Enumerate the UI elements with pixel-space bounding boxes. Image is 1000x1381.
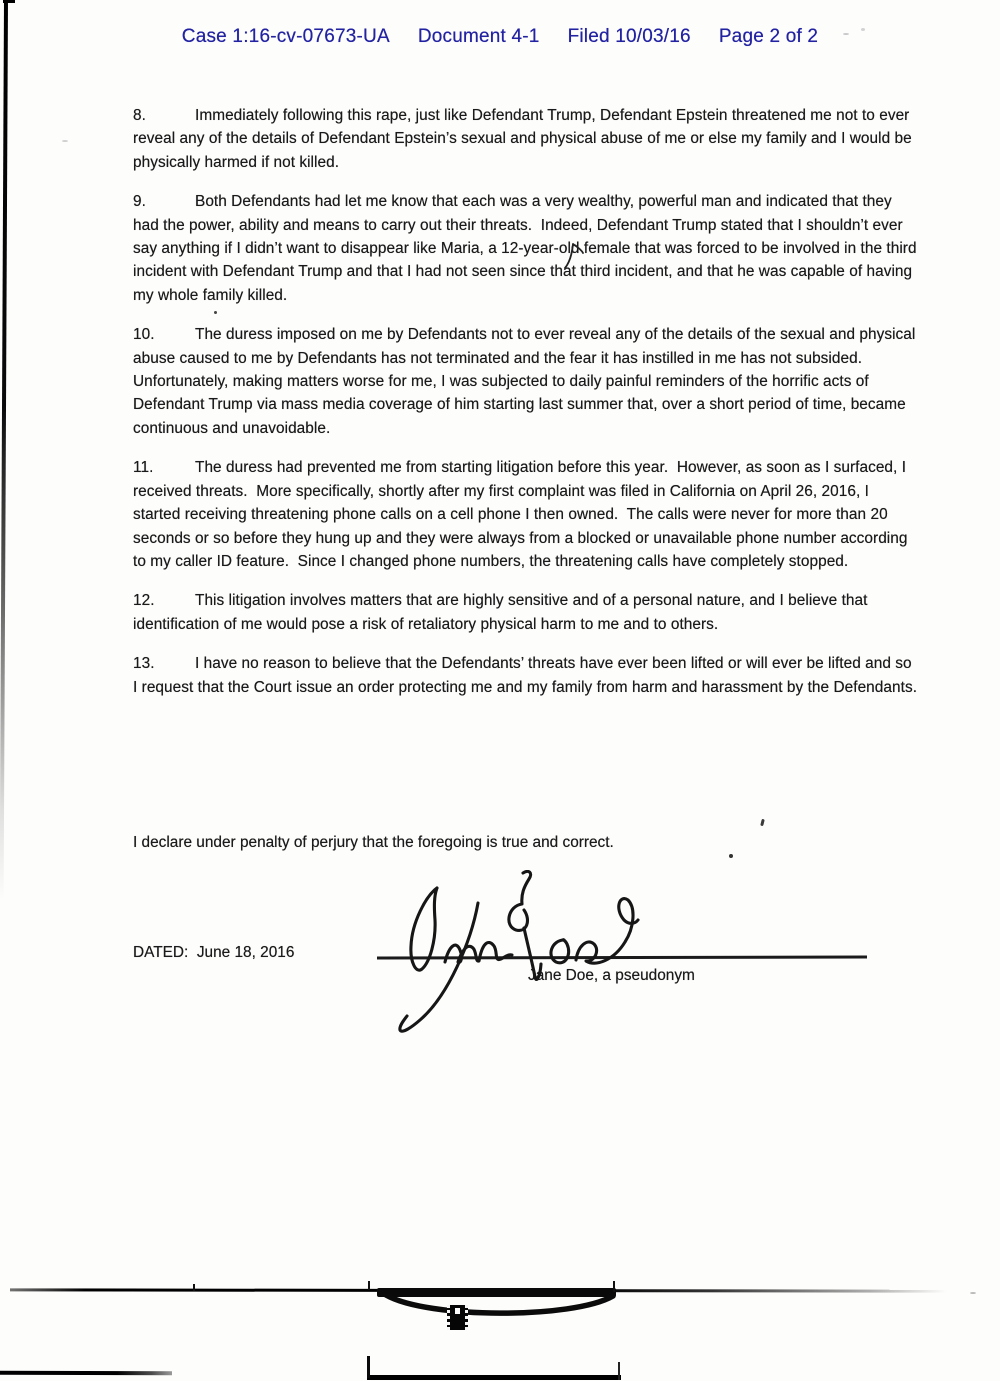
scan-arc-artifact (383, 1294, 617, 1326)
paragraph-number: 10. (133, 326, 155, 344)
filed-date: Filed 10/03/16 (567, 26, 691, 47)
scan-tick (368, 1281, 370, 1290)
paragraph-text: The duress had prevented me from starting litigation before this year. However, as soon as I surfaced, I received threats. More specifically, shortly after my first complaint was filed in California on April 26, 2016, I started receiving threatening phone calls on a cell phone I then owned. The calls were never for more than 20 seconds or so before they hung up and they were always from a blocked or unavailable phone number according to my caller ID feature. Since I changed phone numbers, the threatening calls have completely stopped. (133, 459, 912, 570)
scan-bottom-tick-right (618, 1362, 620, 1380)
paragraph-text: Immediately following this rape, just like Defendant Trump, Defendant Epstein threatened me not to ever reveal any of the details of Defendant Epstein’s sexual and physical abuse of me or else my family and I would be physically harmed if not killed. (133, 107, 917, 171)
paragraph-text: I have no reason to believe that the Defendants’ threats have ever been lifted or will ever be lifted and so I request that the Court issue an order protecting me and my family from harm and harassment by the Defendants. (133, 655, 918, 696)
case-number: Case 1:16-cv-07673-UA (181, 26, 390, 47)
court-filing-header (0, 26, 1000, 48)
paragraph-number: 11. (133, 459, 154, 477)
scan-bottom-left-line (0, 1371, 172, 1375)
paragraph-number: 8. (133, 107, 146, 124)
paragraph-number: 13. (133, 655, 155, 673)
paragraph-9 (133, 190, 919, 307)
signature-name-label: Jane Doe, a pseudonym (528, 967, 695, 984)
scan-square-artifact (447, 1305, 468, 1330)
scan-speck (62, 140, 68, 142)
scan-square-notch (455, 1308, 460, 1314)
declaration-body (133, 104, 919, 715)
scan-speck (861, 28, 865, 31)
paragraph-12 (133, 589, 919, 636)
paragraph-13 (133, 652, 919, 699)
paragraph-number: 12. (133, 592, 155, 610)
scan-speck (214, 311, 217, 314)
cursor-artifact (562, 242, 586, 270)
paragraph-text: Both Defendants had let me know that each was a very wealthy, powerful man and indicated that they had the power, ability and means to carry out their threats. Indeed, Defendant Trump stated that I shouldn’t ever say anything if I didn’t want to disappear like Maria, a 12-year-old female that was forced to be involved in the third incident with Defendant Trump and that I had not seen since that third incident, and that he was capable of having my whole family killed. (133, 193, 921, 304)
scan-bottom-center-line (367, 1375, 621, 1380)
scan-speck (760, 819, 765, 827)
paragraph-number: 9. (133, 193, 146, 211)
scan-speck (970, 1292, 976, 1294)
scan-tick (613, 1281, 615, 1292)
scan-bottom-tick-left (367, 1356, 370, 1378)
date-line: DATED: June 18, 2016 (133, 944, 295, 961)
paragraph-8 (133, 104, 919, 174)
perjury-statement: I declare under penalty of perjury that the foregoing is true and correct. (133, 834, 614, 851)
paragraph-10 (133, 323, 919, 440)
page-number: Page 2 of 2 (718, 26, 819, 47)
signature-handwriting (388, 870, 653, 1045)
paragraph-text: The duress imposed on me by Defendants not to ever reveal any of the details of the sexual and physical abuse caused to me by Defendants has not terminated and the fear it has instilled in me has not subsided. Unfortunately, making matters worse for me, I was subjected to daily painful reminders of the horrific acts of Defendant Trump via mass media coverage of him starting last summer that, over a short period of time, became continuous and unavoidable. (133, 326, 920, 437)
scan-speck (729, 854, 733, 858)
scan-tick (193, 1284, 195, 1291)
scan-left-edge-line (0, 0, 8, 900)
paragraph-text: This litigation involves matters that are highly sensitive and of a personal nature, and I believe that identification of me would pose a risk of retaliatory physical harm to me and to others. (133, 592, 872, 633)
scan-corner-nub (3, 0, 15, 3)
document-number: Document 4-1 (417, 26, 540, 47)
scan-speck (843, 33, 849, 35)
paragraph-11 (133, 456, 919, 573)
